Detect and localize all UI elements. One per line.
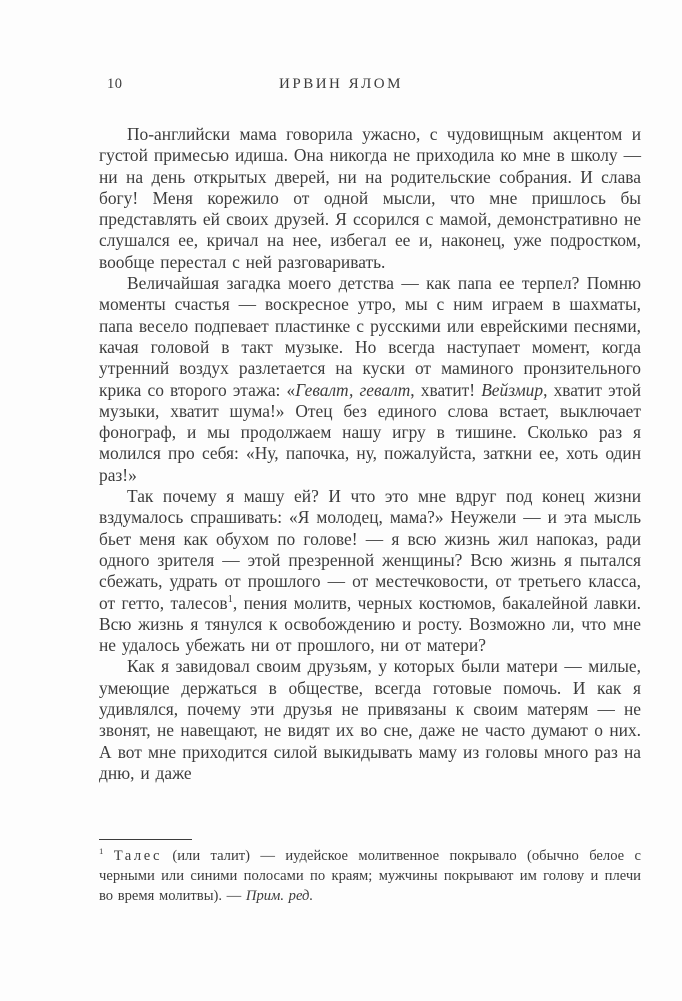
text-segment: Прим. ред. [245, 887, 314, 904]
text-segment: (или талит) — иудейское молитвенное покрывало (обычно белое с черными или синими полосами по краям; мужчины покрывают им голову и плечи во время молитвы). — [99, 848, 641, 904]
text-segment: , хватит этой музыки, хватит шума!» Отец без единого слова встает, выключает фонограф, и мы продолжаем нашу игру в тишине. Сколько раз я молился про себя: «Ну, папочка, ну, пожалуйста, заткни ее, хоть один раз!» [99, 379, 642, 485]
text-segment: Величайшая загадка моего детства — как папа ее терпел? Помню моменты счастья — воскресное утро, мы с ним играем в шахматы, папа весело подпевает пластинке с русскими или еврейскими песнями, качая головой в такт музыке. Но всегда наступает момент, когда утренний воздух разлетается на куски от маминого пронзительного крика со второго этажа: « [99, 273, 641, 400]
text-segment [103, 848, 113, 864]
text-segment: 1 [227, 593, 233, 605]
text-segment: По-английски мама говорила ужасно, с чудовищным акцентом и густой примесью идиша. Она никогда не приходила ко мне в школу — ни на день открытых дверей, ни на родительские собрания. И слава богу! Меня корежило от одной мысли, что мне пришлось бы представлять ей своих друзей. Я ссорился с мамой, демонстративно не слушался ее, кричал на нее, избегал ее и, наконец, уже подростком, вообще перестал с ней разговаривать. [99, 124, 641, 272]
paragraph [99, 273, 641, 486]
footnote-separator [99, 839, 192, 840]
paragraph [99, 486, 641, 656]
body-text [99, 124, 641, 784]
paragraph [99, 124, 641, 273]
text-segment: Гевалт, гевалт [295, 379, 411, 400]
footnote-text [99, 847, 641, 906]
text-segment: Так почему я машу ей? И что это мне вдруг под конец жизни вздумалось спрашивать: «Я молодец, мама?» Неужели — и эта мысль бьет меня как обухом по голове! — я всю жизнь жил напоказ, ради одного зрителя — этой презренной женщины? Всю жизнь я пытался сбежать, удрать от прошлого — от местечковости, от третьего класса, от гетто, талесов [99, 486, 641, 613]
text-segment: Как я завидовал своим друзьям, у которых были матери — милые, умеющие держаться в обществе, всегда готовые помочь. И как я удивлялся, почему эти друзья не привязаны к своим матерям — не звонят, не навещают, не видят их во сне, даже не часто думают о них. А вот мне приходится силой выкидывать маму из головы много раз на дню, и даже [99, 656, 641, 783]
running-title: ИРВИН ЯЛОМ [279, 76, 403, 92]
text-segment: Вейзмир [481, 379, 544, 400]
text-segment: , пения молитв, черных костюмов, бакалейной лавки. Всю жизнь я тянулся к освобождению и росту. Возможно ли, что мне не удалось убежать ни от прошлого, ни от матери? [99, 592, 641, 656]
text-segment: Талес [113, 848, 163, 864]
page-number: 10 [107, 76, 123, 92]
text-segment: 1 [99, 846, 104, 857]
text-segment: , хватит! [410, 379, 482, 400]
paragraph [99, 656, 641, 784]
